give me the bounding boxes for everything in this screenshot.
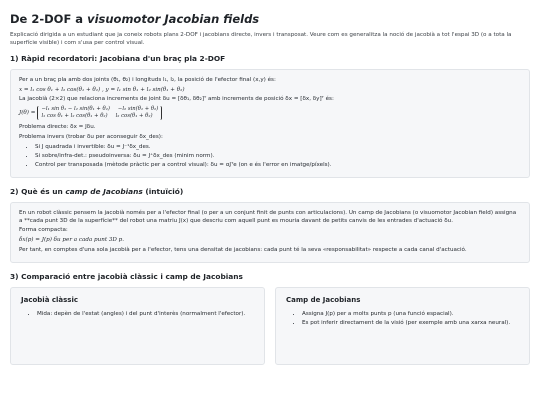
s1-position-equation: x = l₁ cos θ₁ + l₂ cos(θ₁ + θ₂) , y = l₁ sin θ₁ + l₂ sin(θ₁ + θ₂) [19, 86, 185, 93]
s2-equation: δx(p) = J(p) δu per a cada punt 3D p. [19, 237, 125, 244]
jacobian-label: J(θ) = [19, 109, 36, 116]
section-2-heading [10, 187, 530, 196]
section-1-box [10, 69, 530, 178]
inverse-problem: Problema invers (trobar δu per aconseguir δx_des): [19, 133, 163, 140]
section-2-box [10, 202, 530, 263]
list-item: • Si sobre/infra-det.: pseudoinversa: δu = J⁺δx_des (minim norm). [35, 152, 521, 160]
classic-list [21, 310, 254, 318]
direct-problem: Problema directe: δx = Jδu. [19, 124, 96, 131]
s2-heading-emphasis: camp de Jacobians [65, 186, 143, 196]
s1-paragraph-2: La jacobià (2×2) que relaciona increments de joint δu = [δθ₁, δθ₂]ᵀ amb increments de posició δx = [δx, δy]ᵀ és: [19, 96, 334, 103]
field-card-title: Camp de Jacobians [286, 295, 361, 304]
jacobian-field-card [275, 287, 530, 365]
matrix-cell-22: l₂ cos(θ₁ + θ₂) [115, 112, 153, 119]
s1-paragraph-1: Per a un braç pla amb dos joints (θ₁, θ₂) i longituds l₁, l₂, la posició de l'efector final (x,y) és: [19, 77, 276, 83]
matrix-cell-12: −l₂ sin(θ₁ + θ₂) [117, 105, 159, 112]
page-title [10, 12, 530, 26]
list-item: • Assigna J(p) per a molts punts p (una funció espacial). [302, 310, 519, 318]
classic-jacobian-card [10, 287, 265, 365]
list-item: • Mida: depèn de l'estat (angles) i del punt d'interès (normalment l'efector). [37, 310, 254, 318]
list-item: • Control per transposada (mètode pràctic per a control visual): δu = αJᵀe (on e és l'error en imatge/píxels). [35, 161, 521, 169]
section-1-heading: 1) Ràpid recordatori: Jacobiana d'un braç pla 2-DOF [10, 54, 226, 63]
s2-paragraph-2: Forma compacta: [19, 227, 68, 234]
jacobian-matrix [19, 106, 521, 120]
list-item: • Es pot inferir directament de la visió (per exemple amb una xarxa neural). [302, 319, 519, 327]
matrix-cell-11: −l₁ sin θ₁ − l₂ sin(θ₁ + θ₂) [41, 105, 110, 112]
s2-paragraph-1: En un robot clàssic pensem la jacobià només per a l'efector final (o per a un conjunt finit de punts con articulacions). Un camp de Jacobians (o visuomotor Jacobian field) assigna a **cada punt 3D de la superfície** del robot una matriu J(x) que descriu com aquell punt es mouria davant de petits canvis de les entrades d'actuació δu. [19, 209, 517, 224]
intro-text: Explicació dirigida a un estudiant que ja coneix robots plans 2-DOF i jacobians directe, invers i transposat. Veure com es generalitza la noció de jacobià a tot l'espai 3D (o a tota la superfície visible) i com s'usa per control visual. [10, 32, 512, 46]
title-prefix: De 2-DOF a [10, 12, 88, 26]
s2-heading-prefix: 2) Què és un [10, 186, 66, 196]
inverse-list [19, 143, 521, 170]
matrix-bracket [37, 106, 162, 120]
classic-card-title: Jacobià clàssic [21, 295, 79, 304]
s2-paragraph-3: Per tant, en comptes d'una sola jacobià per a l'efector, tens una densitat de jacobians: cada punt té la seva «responsabilitat» respecte a cada canal d'actuació. [19, 246, 467, 253]
comparison-columns [10, 287, 530, 365]
section-3-heading: 3) Comparació entre jacobià clàssic i camp de Jacobians [10, 271, 243, 281]
field-list [286, 310, 519, 327]
list-item: • Si J quadrada i invertible: δu = J⁻¹δx_des. [35, 143, 521, 151]
matrix-cell-21: l₁ cos θ₁ + l₂ cos(θ₁ + θ₂) [41, 112, 108, 119]
title-emphasis: visuomotor Jacobian fields [87, 12, 260, 26]
s2-heading-suffix: (intuïció) [142, 186, 184, 196]
